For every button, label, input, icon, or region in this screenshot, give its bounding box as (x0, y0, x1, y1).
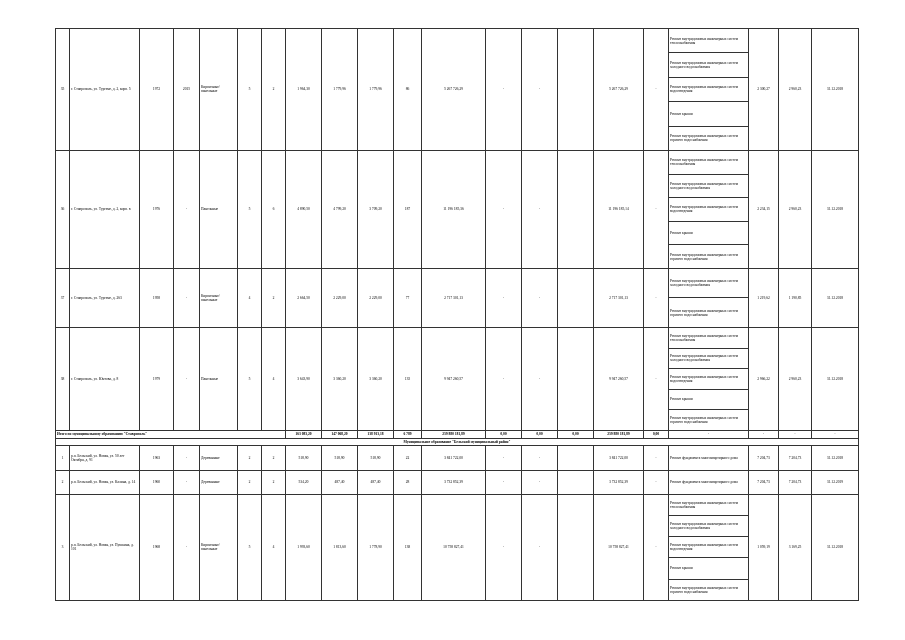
entrances-cell: 2 (262, 470, 286, 494)
total-fund-local: 0,00 (558, 430, 594, 438)
fund-local-cell (558, 268, 594, 327)
residential-area-cell: 3 360,20 (358, 327, 394, 430)
repair-cost-cell: 3 841 722,00 (422, 445, 486, 470)
residents-cell: 22 (394, 445, 422, 470)
fund-local-cell (558, 29, 594, 151)
table-row (56, 150, 859, 174)
fund-other-cell: - (644, 470, 669, 494)
fund-other-cell: - (644, 268, 669, 327)
repair-work-cell: Ремонт внутридомовых инженерных систем холодного водоснабжения (669, 53, 749, 77)
residential-area-cell: 518,90 (358, 445, 394, 470)
fund-regional-cell: - (522, 327, 558, 430)
fund-local-cell (558, 494, 594, 600)
municipality-header-row (56, 438, 859, 445)
repair-work-cell: Ремонт внутридомовых инженерных систем теплоснабжения (669, 494, 749, 515)
total-fund-regional: 0,00 (522, 430, 558, 438)
repair-work-cell: Ремонт крыши (669, 558, 749, 579)
fund-federal-cell: - (486, 327, 522, 430)
year-built-cell: 1960 (140, 470, 174, 494)
repair-cost-cell: 11 196 185,36 (422, 150, 486, 268)
fund-owners-cell: 3 841 722,00 (594, 445, 644, 470)
total-area-cell: 518,90 (286, 445, 322, 470)
fund-local-cell (558, 327, 594, 430)
fund-owners-cell: 2 717 301,13 (594, 268, 644, 327)
unit-cost-cell: 7 204,73 (749, 445, 779, 470)
residents-cell: 135 (394, 327, 422, 430)
total-area-cell: 1 993,60 (286, 494, 322, 600)
residential-area-cell: 2 229,00 (358, 268, 394, 327)
entrances-cell: 2 (262, 445, 286, 470)
unit-limit-cell: 7 204,73 (779, 470, 812, 494)
repair-work-cell: Ремонт внутридомовых инженерных систем горячего водоснабжения (669, 579, 749, 600)
address-cell: г. Ставрополь, ул. Тургене, д. 2, корп. 5 (70, 29, 140, 151)
repair-work-cell: Ремонт внутридомовых инженерных систем теплоснабжения (669, 150, 749, 174)
entrances-cell: 4 (262, 494, 286, 600)
residents-cell: 187 (394, 150, 422, 268)
living-area-cell: 1 779,96 (322, 29, 358, 151)
residents-cell: 138 (394, 494, 422, 600)
unit-limit-cell: 1 190,85 (779, 268, 812, 327)
wall-material-cell: Кирпичные/ панельные (200, 29, 238, 151)
total-fund-owners: 259 880 181,89 (594, 430, 644, 438)
fund-federal-cell: - (486, 150, 522, 268)
residential-area-cell: 487,40 (358, 470, 394, 494)
unit-limit-cell: 2 960,23 (779, 327, 812, 430)
repair-work-cell: Ремонт внутридомовых инженерных систем горячего водоснабжения (669, 245, 749, 269)
entrances-cell: 6 (262, 150, 286, 268)
floors-cell: 5 (238, 494, 262, 600)
fund-regional-cell: - (522, 445, 558, 470)
repair-work-cell: Ремонт фундамента многоквартирного дома (669, 470, 749, 494)
year-renovated-cell: - (174, 327, 200, 430)
total-unit-cost: - (749, 430, 779, 438)
address-cell: р.п. Бельский, ул. Новая, ул. Калина, д. 14 (70, 470, 140, 494)
fund-owners-cell: 10 758 827,41 (594, 494, 644, 600)
living-area-cell: 4 799,20 (322, 150, 358, 268)
total-area-cell: 2 664,50 (286, 268, 322, 327)
year-built-cell: 1963 (140, 445, 174, 470)
repair-work-cell: Ремонт внутридомовых инженерных систем водоотведения (669, 537, 749, 558)
deadline-cell: 31.12.2018 (812, 29, 859, 151)
total-deadline: - (812, 430, 859, 438)
deadline-cell: 31.12.2018 (812, 150, 859, 268)
total-work: - (669, 430, 749, 438)
fund-federal-cell: - (486, 470, 522, 494)
repair-work-cell: Ремонт внутридомовых инженерных систем водоотведения (669, 369, 749, 390)
table-row (56, 470, 859, 494)
row-number: 38 (56, 327, 70, 430)
residential-area-cell: 1 779,96 (358, 29, 394, 151)
unit-limit-cell: 2 960,23 (779, 150, 812, 268)
fund-local-cell (558, 470, 594, 494)
row-number: 1 (56, 445, 70, 470)
unit-cost-cell: 2 234,15 (749, 150, 779, 268)
year-built-cell: 1968 (140, 494, 174, 600)
repair-cost-cell: 2 717 301,13 (422, 268, 486, 327)
floors-cell: 2 (238, 445, 262, 470)
residents-cell: 28 (394, 470, 422, 494)
wall-material-cell: Кирпичные/ панельные (200, 268, 238, 327)
year-built-cell: 1976 (140, 150, 174, 268)
residential-area-cell: 3 709,20 (358, 150, 394, 268)
year-built-cell: 1958 (140, 268, 174, 327)
total-area-cell: 4 890,50 (286, 150, 322, 268)
fund-owners-cell: 11 196 185,14 (594, 150, 644, 268)
year-renovated-cell: - (174, 494, 200, 600)
wall-material-cell: Панельные (200, 150, 238, 268)
entrances-cell: 2 (262, 29, 286, 151)
repair-work-cell: Ремонт внутридомовых инженерных систем горячего водоснабжения (669, 410, 749, 431)
repair-work-cell: Ремонт крыши (669, 102, 749, 126)
residents-cell: 77 (394, 268, 422, 327)
fund-regional-cell: - (522, 268, 558, 327)
year-renovated-cell: - (174, 268, 200, 327)
residential-area-cell: 1 778,90 (358, 494, 394, 600)
fund-owners-cell: 5 267 726,29 (594, 29, 644, 151)
deadline-cell: 31.12.2019 (812, 470, 859, 494)
year-built-cell: 1972 (140, 29, 174, 151)
fund-local-cell (558, 445, 594, 470)
unit-cost-cell: 2 300,27 (749, 29, 779, 151)
fund-regional-cell: - (522, 29, 558, 151)
address-cell: г. Ставрополь, ул. Юнтова, д. 8 (70, 327, 140, 430)
fund-federal-cell: - (486, 494, 522, 600)
floors-cell: 4 (238, 268, 262, 327)
fund-federal-cell: - (486, 445, 522, 470)
total-label: Итого по муниципальному образованию "Ставрополь" (56, 430, 286, 438)
table-row (56, 29, 859, 53)
fund-owners-cell: 3 732 852,39 (594, 470, 644, 494)
fund-regional-cell: - (522, 494, 558, 600)
row-number: 3 (56, 494, 70, 600)
repair-work-cell: Ремонт внутридомовых инженерных систем холодного водоснабжения (669, 268, 749, 298)
unit-cost-cell: 1 059,19 (749, 494, 779, 600)
living-area-cell: 1 813,60 (322, 494, 358, 600)
table-row (56, 494, 859, 515)
unit-limit-cell: 2 960,23 (779, 29, 812, 151)
living-area-cell: 518,90 (322, 445, 358, 470)
deadline-cell: 31.12.2018 (812, 494, 859, 600)
municipality-title: Муниципальное образование "Бельский муниципальный район" (56, 438, 859, 445)
repair-cost-cell: 3 732 852,39 (422, 470, 486, 494)
row-number: 35 (56, 29, 70, 151)
fund-other-cell: - (644, 327, 669, 430)
repair-work-cell: Ремонт внутридомовых инженерных систем холодного водоснабжения (669, 348, 749, 369)
entrances-cell: 2 (262, 268, 286, 327)
unit-limit-cell: 7 204,73 (779, 445, 812, 470)
unit-limit-cell: 3 169,25 (779, 494, 812, 600)
total-fund-federal: 0,00 (486, 430, 522, 438)
wall-material-cell: Деревянные (200, 445, 238, 470)
repair-cost-cell: 10 758 827,41 (422, 494, 486, 600)
year-renovated-cell: - (174, 150, 200, 268)
fund-other-cell: - (644, 445, 669, 470)
repair-work-cell: Ремонт внутридомовых инженерных систем горячего водоснабжения (669, 298, 749, 328)
total-area2: 147 068,20 (322, 430, 358, 438)
wall-material-cell: Панельные (200, 327, 238, 430)
floors-cell: 5 (238, 29, 262, 151)
total-people: 6 789 (394, 430, 422, 438)
address-cell: г. Ставрополь, ул. Тургене, д. 263 (70, 268, 140, 327)
fund-federal-cell: - (486, 268, 522, 327)
repair-work-cell: Ремонт внутридомовых инженерных систем холодного водоснабжения (669, 516, 749, 537)
total-area3: 138 913,18 (358, 430, 394, 438)
capital-repair-table (55, 28, 859, 601)
row-number: 2 (56, 470, 70, 494)
address-cell: р.п. Бельский, ул. Новая, ул. 50 лет Октября, д. 91 (70, 445, 140, 470)
address-cell: г. Ставрополь, ул. Тургене, д. 2, корп. в (70, 150, 140, 268)
total-area-cell: 534,20 (286, 470, 322, 494)
residents-cell: 86 (394, 29, 422, 151)
fund-other-cell: - (644, 150, 669, 268)
deadline-cell: 31.12.2018 (812, 445, 859, 470)
fund-regional-cell: - (522, 150, 558, 268)
unit-cost-cell: 2 966,22 (749, 327, 779, 430)
total-area-cell: 3 643,90 (286, 327, 322, 430)
unit-cost-cell: 1 219,62 (749, 268, 779, 327)
repair-work-cell: Ремонт фундамента многоквартирного дома (669, 445, 749, 470)
year-built-cell: 1979 (140, 327, 174, 430)
repair-cost-cell: 5 267 726,29 (422, 29, 486, 151)
address-cell: р.п. Бельский, ул. Новая, ул. Пушкина, д. 101 (70, 494, 140, 600)
floors-cell: 5 (238, 327, 262, 430)
repair-work-cell: Ремонт внутридомовых инженерных систем водоотведения (669, 198, 749, 222)
repair-work-cell: Ремонт крыши (669, 389, 749, 410)
year-renovated-cell: 2015 (174, 29, 200, 151)
entrances-cell: 4 (262, 327, 286, 430)
year-renovated-cell: - (174, 445, 200, 470)
wall-material-cell: Кирпичные/ панельные (200, 494, 238, 600)
repair-work-cell: Ремонт внутридомовых инженерных систем теплоснабжения (669, 29, 749, 53)
deadline-cell: 31.12.2018 (812, 268, 859, 327)
floors-cell: 2 (238, 470, 262, 494)
total-area: 163 083,20 (286, 430, 322, 438)
total-cost: 259 880 181,89 (422, 430, 486, 438)
total-area-cell: 1 964,30 (286, 29, 322, 151)
fund-owners-cell: 9 947 260,57 (594, 327, 644, 430)
fund-other-cell: - (644, 29, 669, 151)
repair-work-cell: Ремонт внутридомовых инженерных систем холодного водоснабжения (669, 174, 749, 198)
fund-local-cell (558, 150, 594, 268)
total-fund-other: 0,00 (644, 430, 669, 438)
year-renovated-cell: - (174, 470, 200, 494)
row-number: 37 (56, 268, 70, 327)
repair-work-cell: Ремонт крыши (669, 221, 749, 245)
fund-regional-cell: - (522, 470, 558, 494)
table-row (56, 445, 859, 470)
total-row (56, 430, 859, 438)
fund-other-cell: - (644, 494, 669, 600)
row-number: 36 (56, 150, 70, 268)
total-unit-limit: - (779, 430, 812, 438)
living-area-cell: 3 360,20 (322, 327, 358, 430)
repair-work-cell: Ремонт внутридомовых инженерных систем водоотведения (669, 77, 749, 101)
unit-cost-cell: 7 204,73 (749, 470, 779, 494)
wall-material-cell: Деревянные (200, 470, 238, 494)
repair-work-cell: Ремонт внутридомовых инженерных систем горячего водоснабжения (669, 126, 749, 150)
repair-cost-cell: 9 947 260,57 (422, 327, 486, 430)
repair-work-cell: Ремонт внутридомовых инженерных систем теплоснабжения (669, 327, 749, 348)
living-area-cell: 2 229,00 (322, 268, 358, 327)
fund-federal-cell: - (486, 29, 522, 151)
living-area-cell: 487,40 (322, 470, 358, 494)
table-row (56, 327, 859, 348)
floors-cell: 5 (238, 150, 262, 268)
table-row (56, 268, 859, 298)
deadline-cell: 31.12.2018 (812, 327, 859, 430)
